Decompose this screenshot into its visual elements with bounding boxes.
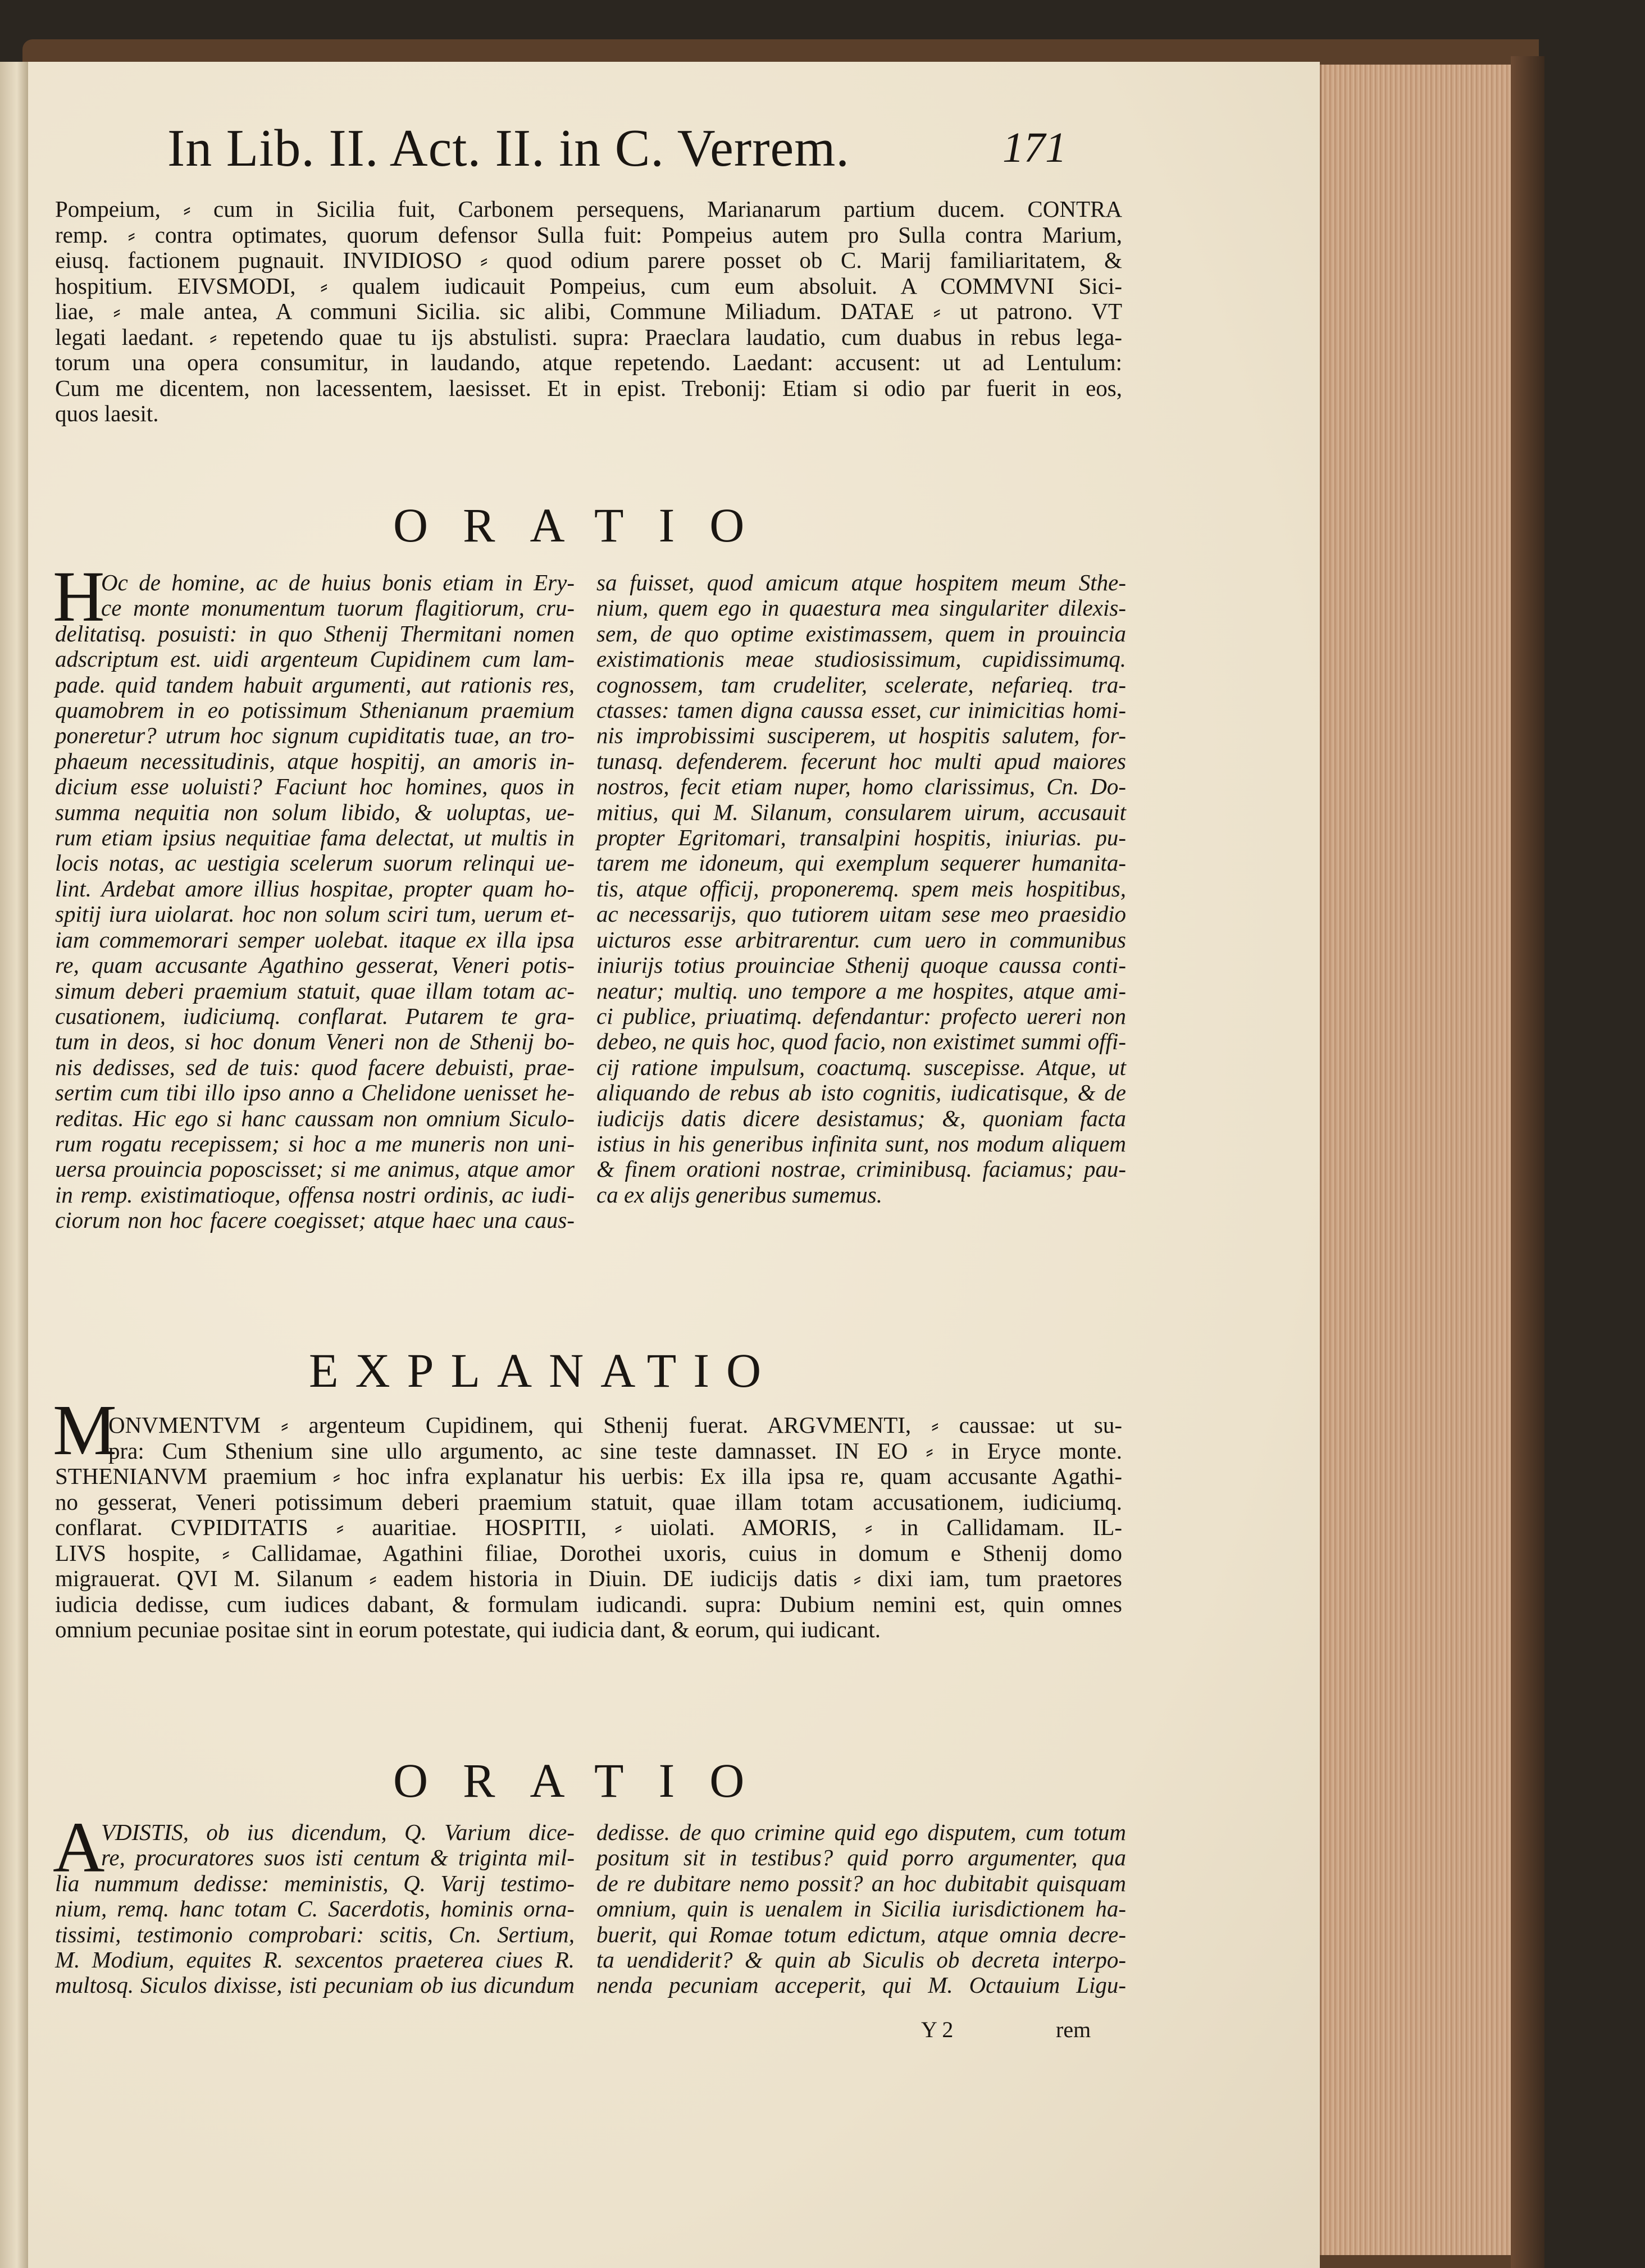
text-line: istius in his generibus infinita sunt, nos modum aliquem — [596, 1130, 1126, 1156]
oratio-left-column — [55, 1820, 575, 1998]
text-line: simum deberi praemium statuit, quae illam totam ac- — [55, 977, 575, 1004]
text-line: nenda pecuniam acceperit, qui M. Octauium Ligu- — [596, 1972, 1126, 1998]
text-line: ce monte monumentum tuorum flagitiorum, cru- — [101, 595, 575, 621]
text-line: nium, remq. hanc totam C. Sacerdotis, hominis orna- — [55, 1896, 575, 1922]
text-line: quamobrem in eo potissimum Sthenianum praemium — [55, 697, 575, 723]
commentary-line: legati laedant. ⸗ repetendo quae tu ijs abstulisti. supra: Praeclara laudatio, cum duabus in rebus lega- — [55, 324, 1122, 350]
signature-mark: Y 2 — [921, 2017, 954, 2042]
text-line: existimationis meae studiosissimum, cupidissimumq. — [596, 646, 1126, 672]
text-line: rum rogatu recepissem; si hoc a me muneris non uni- — [55, 1130, 575, 1156]
commentary-line: eiusq. factionem pugnauit. INVIDIOSO ⸗ quod odium parere posset ob C. Marij familiaritatem, & — [55, 247, 1122, 273]
text-line: dicium esse uoluisti? Faciunt hoc homines, quos in — [55, 773, 575, 800]
page — [28, 62, 1320, 2268]
text-line: cij ratione impulsum, coactumq. suscepisse. Atque, ut — [596, 1054, 1126, 1080]
text-line: nis improbissimi susciperem, ut hospitis salutem, for- — [596, 722, 1126, 749]
text-line: tarem me idoneum, qui exemplum sequerer humanita- — [596, 850, 1126, 876]
explanatio-line: migrauerat. QVI M. Silanum ⸗ eadem historia in Diuin. DE iudicijs datis ⸗ dixi iam, tum praetores — [55, 1565, 1122, 1591]
text-line: tum in deos, si hoc donum Veneri non de Sthenij bo- — [55, 1028, 575, 1055]
commentary-line: liae, ⸗ male antea, A communi Sicilia. sic alibi, Commune Miliadum. DATAE ⸗ ut patrono. VT — [55, 298, 1122, 324]
text-line: summa nequitia non solum libido, & uoluptas, ue- — [55, 799, 575, 825]
explanatio-line: pra: Cum Sthenium sine ullo argumento, ac sine teste damnasset. IN EO ⸗ in Eryce monte. — [108, 1437, 1122, 1464]
text-line: propter Egritomari, transalpini hospitis, iniurias. pu- — [596, 825, 1126, 851]
text-line: ca ex alijs generibus sumemus. — [596, 1181, 882, 1208]
text-line: mitius, qui M. Silanum, consularem uirum, accusauit — [596, 799, 1126, 825]
page-fore-edge — [1320, 65, 1512, 2255]
text-line: M. Modium, equites R. sexcentos praeterea ciues R. — [55, 1947, 575, 1973]
text-line: cognossem, tam crudeliter, scelerate, nefarieq. tra- — [596, 671, 1126, 698]
explanatio-line: STHENIANVM praemium ⸗ hoc infra explanatur his uerbis: Ex illa ipsa re, quam accusante Agathi- — [55, 1463, 1122, 1489]
section-title-oratio: ORATIO — [393, 1754, 780, 1807]
text-line: spitij iura uiolarat. hoc non solum sciri tum, uerum et- — [55, 901, 575, 927]
explanatio-block — [55, 1413, 1122, 1643]
commentary-line: remp. ⸗ contra optimates, quorum defensor Sulla fuit: Pompeius autem pro Sulla contra Marium, — [55, 221, 1122, 248]
text-line: aliquando de rebus ab isto cognitis, iudicatisque, & de — [596, 1080, 1126, 1106]
text-line: sa fuisset, quod amicum atque hospitem meum Sthe- — [596, 570, 1126, 595]
oratio-left-column — [55, 570, 575, 1233]
text-line: VDISTIS, ob ius dicendum, Q. Varium dice- — [101, 1819, 575, 1845]
text-line: uicturos esse arbitrarentur. cum uero in communibus — [596, 926, 1126, 953]
text-line: dedisse. de quo crimine quid ego disputem, cum totum — [596, 1819, 1126, 1845]
text-line: ciorum non hoc facere coegisset; atque haec una caus- — [55, 1207, 575, 1233]
text-line: nis dedisses, sed de tuis: quod facere debuisti, prae- — [55, 1054, 575, 1080]
text-line: ci publice, priuatimq. defendantur: profecto uereri non — [596, 1003, 1126, 1029]
catchword: rem — [1056, 2017, 1091, 2042]
text-line: nostros, fecit etiam nuper, homo clarissimus, Cn. Do- — [596, 773, 1126, 800]
text-line: iudicijs datis dicere desistamus; &, quoniam facta — [596, 1105, 1126, 1131]
text-line: neatur; multiq. uno tempore a me hospites, atque ami- — [596, 977, 1126, 1004]
running-header: In Lib. II. Act. II. in C. Verrem. — [167, 119, 850, 177]
text-line: lia nummum dedisse: meministis, Q. Varij testimo- — [55, 1870, 575, 1896]
text-line: & finem orationi nostrae, criminibusq. faciamus; pau- — [596, 1156, 1126, 1182]
explanatio-line: LIVS hospite, ⸗ Callidamae, Agathini filiae, Dorothei uxoris, cuius in domum e Sthenij domo — [55, 1540, 1122, 1566]
page-number: 171 — [1003, 124, 1067, 171]
drop-cap: A — [53, 1807, 105, 1887]
explanatio-line: iudicia dedisse, cum iudices dabant, & formulam iudicandi. supra: Dubium nemini est, quin omnes — [55, 1591, 1122, 1617]
text-line: de re dubitare nemo possit? an hoc dubitabit quisquam — [596, 1870, 1126, 1896]
text-line: nium, quem ego in quaestura mea singulariter dilexis- — [596, 595, 1126, 621]
oratio-right-column — [596, 1820, 1126, 1998]
text-line: multosq. Siculos dixisse, isti pecuniam ob ius dicundum — [55, 1972, 575, 1998]
text-line: poneretur? utrum hoc signum cupiditatis tuae, an tro- — [55, 722, 575, 749]
text-line: sertim cum tibi illo ipso anno a Chelidone uenisset he- — [55, 1080, 575, 1106]
binding-shadow — [1511, 56, 1544, 2268]
text-line: ta uendiderit? & quin ab Siculis ob decreta interpo- — [596, 1947, 1126, 1973]
text-line: rum etiam ipsius nequitiae fama delectat, ut multis in — [55, 825, 575, 851]
text-line: iam commemorari semper uolebat. itaque ex illa ipsa — [55, 926, 575, 953]
explanatio-line: conflarat. CVPIDITATIS ⸗ auaritiae. HOSPITII, ⸗ uiolati. AMORIS, ⸗ in Callidamam. IL- — [55, 1514, 1122, 1540]
text-line: ctasses: tamen digna caussa esset, cur inimicitias homi- — [596, 697, 1126, 723]
text-line: delitatisq. posuisti: in quo Sthenij Thermitani nomen — [55, 620, 575, 646]
text-line: positum sit in testibus? quid porro argumenter, qua — [596, 1845, 1126, 1871]
text-line: reditas. Hic ego si hanc caussam non omnium Siculo- — [55, 1105, 575, 1131]
oratio-right-column — [596, 570, 1126, 1208]
text-line: iniurijs totius prouinciae Sthenij quoque caussa conti- — [596, 952, 1126, 978]
commentary-line: torum una opera consumitur, in laudando, atque repetendo. Laedant: accusent: ut ad Lentulum: — [55, 349, 1122, 375]
text-line: tissimi, testimonio comprobari: scitis, Cn. Sertium, — [55, 1921, 575, 1947]
text-line: sem, de quo optime existimassem, quem in prouincia — [596, 620, 1126, 646]
text-line: Oc de homine, ac de huius bonis etiam in Ery- — [101, 570, 575, 595]
commentary-line: quos laesit. — [55, 400, 159, 426]
drop-cap: H — [53, 557, 105, 636]
text-line: debeo, ne quis hoc, quod facio, non existimet summi offi- — [596, 1028, 1126, 1055]
text-line: re, procuratores suos isti centum & triginta mil- — [101, 1845, 575, 1871]
text-line: tunasq. defenderem. fecerunt hoc multi apud maiores — [596, 748, 1126, 774]
text-line: buerit, qui Romae totum edictum, atque omnia decre- — [596, 1921, 1126, 1947]
explanatio-line: omnium pecuniae positae sint in eorum potestate, qui iudicia dant, & eorum, qui iudicant. — [55, 1616, 881, 1642]
text-line: in remp. existimatioque, offensa nostri ordinis, ac iudi- — [55, 1181, 575, 1208]
facing-page-edge — [0, 62, 28, 2268]
drop-cap: M — [53, 1390, 117, 1470]
text-line: uersa prouincia poposcisset; si me animus, atque amor — [55, 1156, 575, 1182]
text-line: phaeum necessitudinis, atque hospitij, an amoris in- — [55, 748, 575, 774]
text-line: lint. Ardebat amore illius hospitae, propter quam ho- — [55, 875, 575, 901]
text-line: omnium, quin is uenalem in Sicilia iurisdictionem ha- — [596, 1896, 1126, 1922]
commentary-line: hospitium. EIVSMODI, ⸗ qualem iudicauit Pompeius, cum eum absoluit. A COMMVNI Sici- — [55, 272, 1122, 299]
explanatio-line: ONVMENTVM ⸗ argenteum Cupidinem, qui Sthenij fuerat. ARGVMENTI, ⸗ caussae: ut su- — [108, 1412, 1122, 1438]
text-line: adscriptum est. uidi argenteum Cupidinem cum lam- — [55, 646, 575, 672]
text-line: tis, atque officij, proponeremq. spem meis hospitibus, — [596, 875, 1126, 901]
text-line: cusationem, iudiciumq. conflarat. Putarem te gra- — [55, 1003, 575, 1029]
text-line: pade. quid tandem habuit argumenti, aut rationis res, — [55, 671, 575, 698]
commentary-line: Pompeium, ⸗ cum in Sicilia fuit, Carbonem persequens, Marianarum partium ducem. CONTRA — [55, 196, 1122, 222]
section-title-oratio: ORATIO — [393, 498, 780, 552]
section-title-explanatio: EXPLANATIO — [309, 1344, 778, 1397]
text-line: re, quam accusante Agathino gesserat, Veneri potis- — [55, 952, 575, 978]
text-line: ac necessarijs, quo tutiorem uitam sese meo praesidio — [596, 901, 1126, 927]
text-line: locis notas, ac uestigia scelerum suorum relinqui ue- — [55, 850, 575, 876]
explanatio-line: no gesserat, Veneri potissimum deberi praemium statuit, quae illam totam accusationem, iudiciumq. — [55, 1488, 1122, 1515]
commentary-line: Cum me dicentem, non lacessentem, laesisset. Et in epist. Trebonij: Etiam si odio par fuerit in eos, — [55, 375, 1122, 401]
commentary-block — [55, 197, 1122, 427]
